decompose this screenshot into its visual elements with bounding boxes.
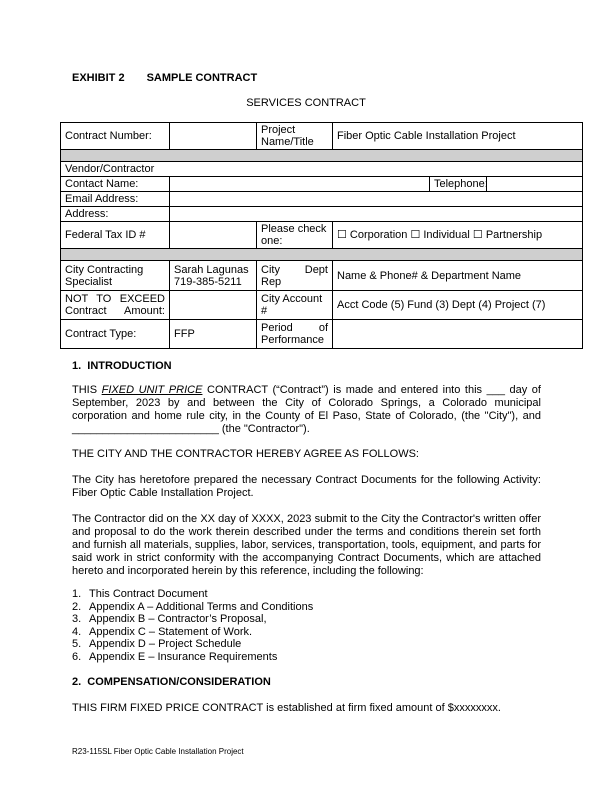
list-item: 5. Appendix D – Project Schedule [72,638,242,651]
sample-contract-label: SAMPLE CONTRACT [146,72,258,84]
tax-id-label: Federal Tax ID # [61,222,170,249]
nte-amount-label: NOT TO EXCEED Contract Amount: [61,291,170,320]
nte-amount-value [170,291,257,320]
entity-type-options: ☐ Corporation ☐ Individual ☐ Partnership [333,222,583,249]
separator-band [61,150,583,162]
specialist-value: Sarah Lagunas 719-385-5211 [170,261,257,291]
contract-type-value: FFP [170,320,257,349]
document-title: SERVICES CONTRACT [246,97,366,109]
contract-number-value [170,123,257,150]
contact-name-value [170,177,430,192]
email-label: Email Address: [61,192,170,207]
project-title-value: Fiber Optic Cable Installation Project [333,123,583,150]
exhibit-heading [72,72,257,84]
address-value [170,207,583,222]
telephone-label: Telephone: [430,177,487,192]
email-value [170,192,583,207]
list-item: 2. Appendix A – Additional Terms and Conditions [72,600,314,613]
period-label: Period of Performance [257,320,333,349]
entity-check-label: Please check one: [257,222,333,249]
compensation-paragraph: THIS FIRM FIXED PRICE CONTRACT is established at firm fixed amount of $xxxxxxxx. [72,702,501,714]
account-value: Acct Code (5) Fund (3) Dept (4) Project (7) [333,291,583,320]
exhibit-label: EXHIBIT 2 [72,72,125,84]
contract-documents-list [72,588,541,664]
section-2-heading: 2. COMPENSATION/CONSIDERATION [72,676,271,688]
period-value [333,320,583,349]
agreement-statement: THE CITY AND THE CONTRACTOR HEREBY AGREE AS FOLLOWS: [72,448,419,460]
list-item: 4. Appendix C – Statement of Work. [72,625,253,638]
intro-text-start: THIS [72,384,102,396]
contact-name-label: Contact Name: [61,177,170,192]
section-1-heading: 1. INTRODUCTION [72,360,172,372]
specialist-label: City Contracting Specialist [61,261,170,291]
intro-text-rest: CONTRACT (“Contract”) is made and entered into this ___ day of September, 2023 by and between the City of Colorado Springs, a Colorado municipal corporation and home rule city, in the County of El Paso, State of Colorado, (the "City"), and ________________________ (the "Contractor"). [72,384,541,435]
fixed-unit-price-term: FIXED UNIT PRICE [101,384,203,396]
address-label: Address: [61,207,170,222]
proposal-paragraph: The Contractor did on the XX day of XXXX, 2023 submit to the City the Contractor's written offer and proposal to do the work therein described under the terms and conditions therein set forth and furnish all materials, supplies, labor, services, transportation, tools, equipment, and parts for said work in strict conformity with the accompanying Contract Documents, which are attached hereto and incorporated herein by this reference, including the following: [72,513,541,577]
intro-paragraph [72,384,541,436]
activity-paragraph: The City has heretofore prepared the necessary Contract Documents for the following Activity: Fiber Optic Cable Installation Project. [72,474,541,499]
page-footer: R23-115SL Fiber Optic Cable Installation Project [72,747,244,756]
list-item: 6. Appendix E – Insurance Requirements [72,650,278,663]
list-item: 3. Appendix B – Contractor’s Proposal, [72,613,267,626]
telephone-value [487,177,583,192]
account-label: City Account # [257,291,333,320]
separator-band [61,249,583,261]
contract-info-table [60,122,583,349]
list-item: 1. This Contract Document [72,588,208,600]
dept-rep-label: City Dept Rep [257,261,333,291]
tax-id-value [170,222,257,249]
contract-number-label: Contract Number: [61,123,170,150]
dept-rep-value: Name & Phone# & Department Name [333,261,583,291]
project-title-label: Project Name/Title [257,123,333,150]
contract-type-label: Contract Type: [61,320,170,349]
vendor-label: Vendor/Contractor [61,162,583,177]
